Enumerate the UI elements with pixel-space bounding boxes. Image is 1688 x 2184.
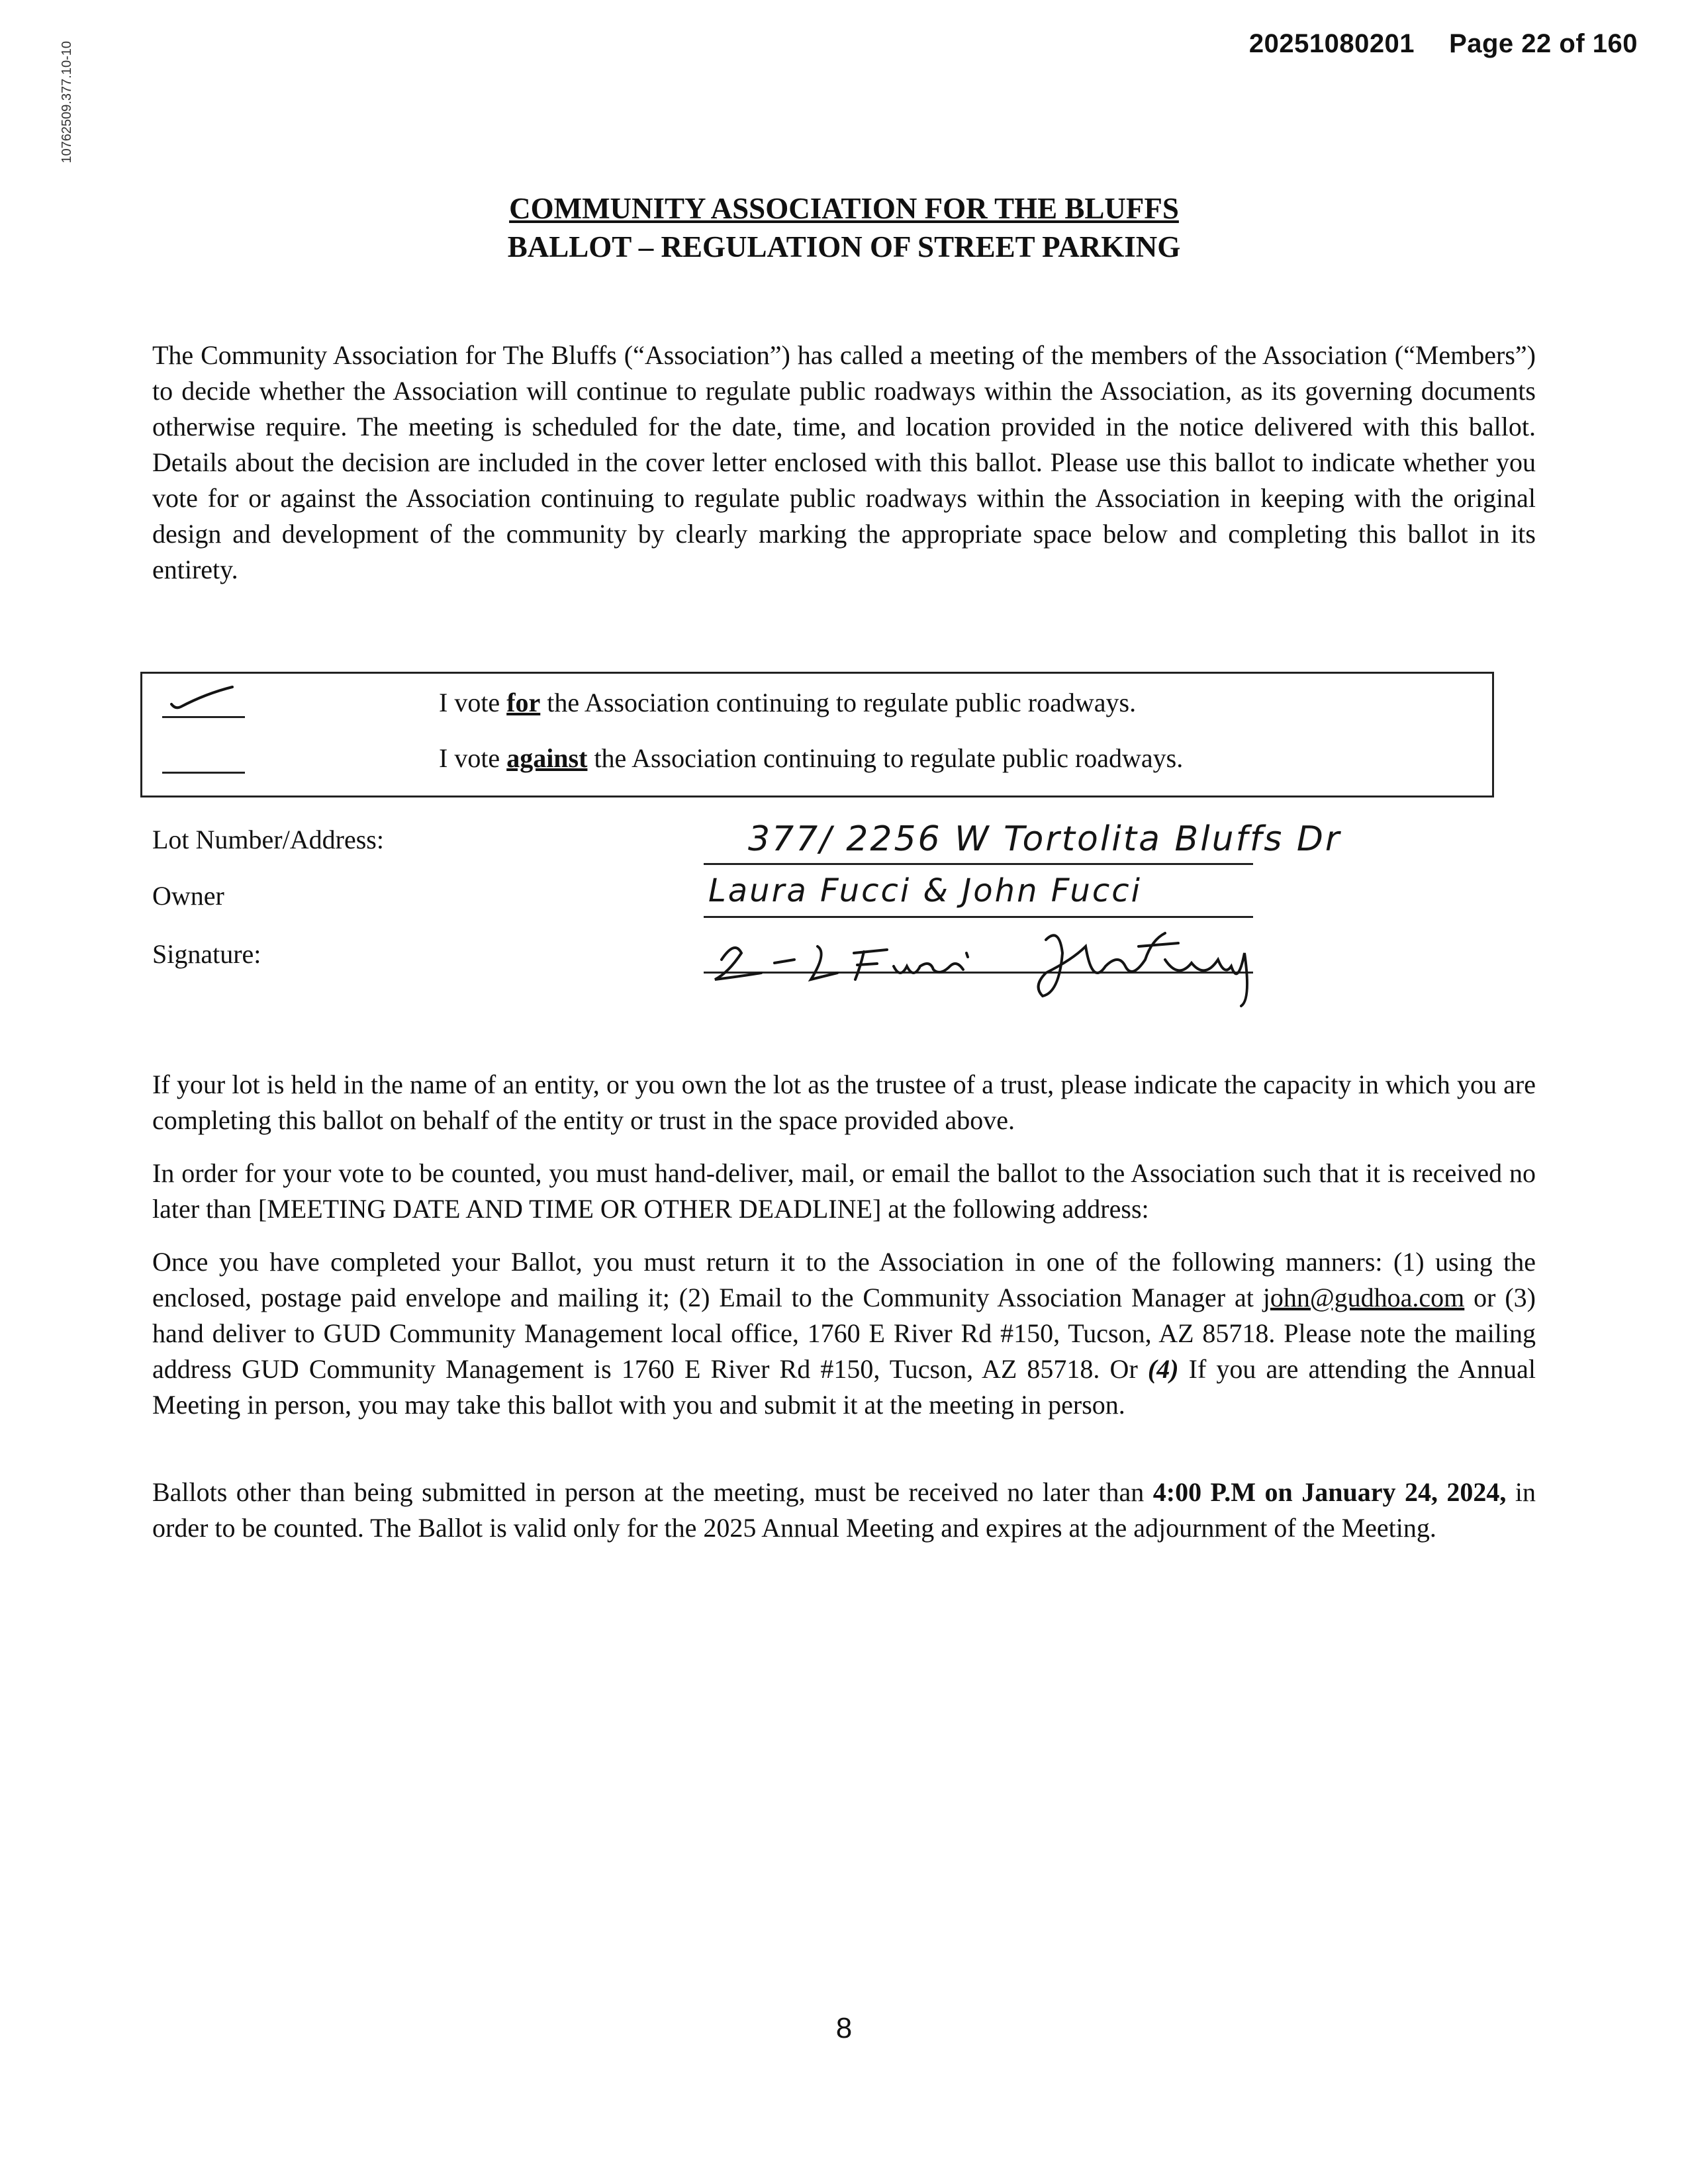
ballot-deadline-paragraph: Ballots other than being submitted in person at the meeting, must be received no later than 4:00 P.M on January 24, 2024, in order to be counted. The Ballot is valid only for the 2025 Annual Meeting and expires at the adjournment of the Meeting.: [152, 1477, 1536, 1543]
signature-label: Signature:: [152, 939, 261, 969]
signature-image: [702, 913, 1297, 1013]
vote-options-box: [140, 672, 1494, 797]
intro-paragraph: The Community Association for The Bluffs (“Association”) has called a meeting of the members of the Association (“Members”) to decide whether the Association will continue to regulate public roadways within the Association, as its governing documents otherwise require. The meeting is scheduled for the date, time, and location provided in the notice delivered with this ballot. Details about the decision are included in the cover letter enclosed with this ballot. Please use this ballot to indicate whether you vote for or against the Association continuing to regulate public roadways within the Association in keeping with the original design and development of the community by clearly marking the appropriate space below and completing this ballot in its entirety.: [152, 340, 1536, 584]
lot-address-handwritten: 377/ 2256 W Tortolita Bluffs Dr: [748, 819, 1342, 859]
lot-address-label: Lot Number/Address:: [152, 825, 384, 854]
owner-label: Owner: [152, 881, 224, 911]
ballot-subtitle: BALLOT – REGULATION OF STREET PARKING: [507, 230, 1181, 263]
manager-email-link[interactable]: john@gudhoa.com: [1262, 1283, 1465, 1312]
association-title: COMMUNITY ASSOCIATION FOR THE BLUFFS: [509, 192, 1179, 225]
side-code: 10762509.377.10-10: [60, 41, 74, 163]
vote-for-blank[interactable]: [162, 716, 245, 718]
vote-for-label: I vote for the Association continuing to regulate public roadways.: [439, 688, 1137, 717]
vote-against-blank[interactable]: [162, 772, 245, 774]
page-indicator: Page 22 of 160: [1449, 29, 1638, 58]
entity-paragraph: If your lot is held in the name of an entity, or you own the lot as the trustee of a trust, please indicate the capacity in which you are completing this ballot on behalf of the entity or trust in the space provided above.: [152, 1069, 1536, 1135]
page-number: 8: [835, 2012, 853, 2044]
ballot-title: [0, 189, 1688, 266]
document-header: [1249, 29, 1638, 59]
deadline-date: 4:00 P.M on January 24, 2024,: [1152, 1477, 1507, 1507]
vote-option-against[interactable]: [142, 737, 1492, 784]
vote-against-label: I vote against the Association continuing to regulate public roadways.: [439, 743, 1184, 773]
document-number: 20251080201: [1248, 29, 1415, 58]
deadline-address-paragraph: In order for your vote to be counted, you must hand-deliver, mail, or email the ballot to the Association such that it is received no later than [MEETING DATE AND TIME OR OTHER DEADLINE] at the following address:: [152, 1158, 1536, 1224]
lot-address-line[interactable]: [704, 863, 1253, 865]
vote-option-for[interactable]: [142, 682, 1492, 728]
owner-handwritten: Laura Fucci & John Fucci: [708, 872, 1142, 909]
return-instructions-paragraph: Once you have completed your Ballot, you must return it to the Association in one of the following manners: (1) using the enclosed, postage paid envelope and mailing it; (2) Email to the Community Association Manager at john@gudhoa.com or (3) hand deliver to GUD Community Management local office, 1760 E River Rd #150, Tucson, AZ 85718. Please note the mailing address GUD Community Management is 1760 E River Rd #150, Tucson, AZ 85718. Or (4) If you are attending the Annual Meeting in person, you may take this ballot with you and submit it at the meeting in person.: [152, 1247, 1536, 1420]
checkmark-icon: [166, 678, 239, 717]
